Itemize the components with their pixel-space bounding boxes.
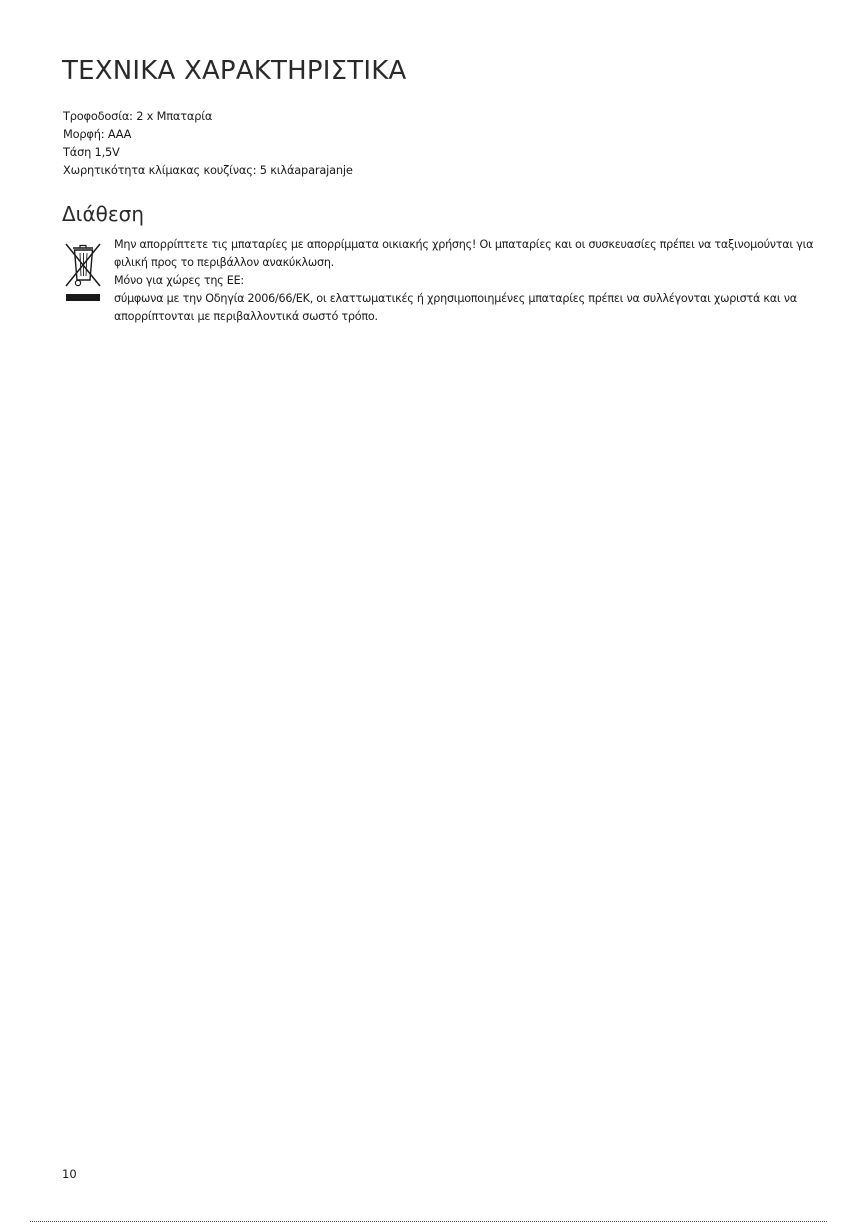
specs-list [63,107,353,179]
disposal-text [114,236,819,326]
spec-voltage: Τάση 1,5V [63,145,120,159]
page-title: ΤΕΧΝΙΚΑ ΧΑΡΑΚΤΗΡΙΣΤΙΚΑ [62,56,407,86]
spec-capacity: Χωρητικότητα κλίμακας κουζίνας: 5 κιλάaparajanje [63,163,353,177]
footer-divider [30,1221,827,1222]
disposal-paragraph-household: Μην απορρίπτετε τις μπαταρίες με απορρίμματα οικιακής χρήσης! Οι μπαταρίες και οι συσκευασίες πρέπει να ταξινομούνται για φιλική προς το περιβάλλον ανακύκλωση. [114,238,814,269]
crossed-out-wheelie-bin-icon [62,238,104,304]
spec-power-supply: Τροφοδοσία: 2 x Μπαταρία [63,109,213,123]
disposal-heading: Διάθεση [62,202,145,226]
disposal-paragraph-eu-only: Μόνο για χώρες της ΕΕ: [114,274,244,287]
page-number: 10 [62,1167,77,1181]
spec-battery-type: Μορφή: AAA [63,127,132,141]
disposal-paragraph-directive: σύμφωνα με την Οδηγία 2006/66/ΕΚ, οι ελαττωματικές ή χρησιμοποιημένες μπαταρίες πρέπει να συλλέγονται χωριστά και να απορρίπτονται με περιβαλλοντικά σωστό τρόπο. [114,292,797,323]
